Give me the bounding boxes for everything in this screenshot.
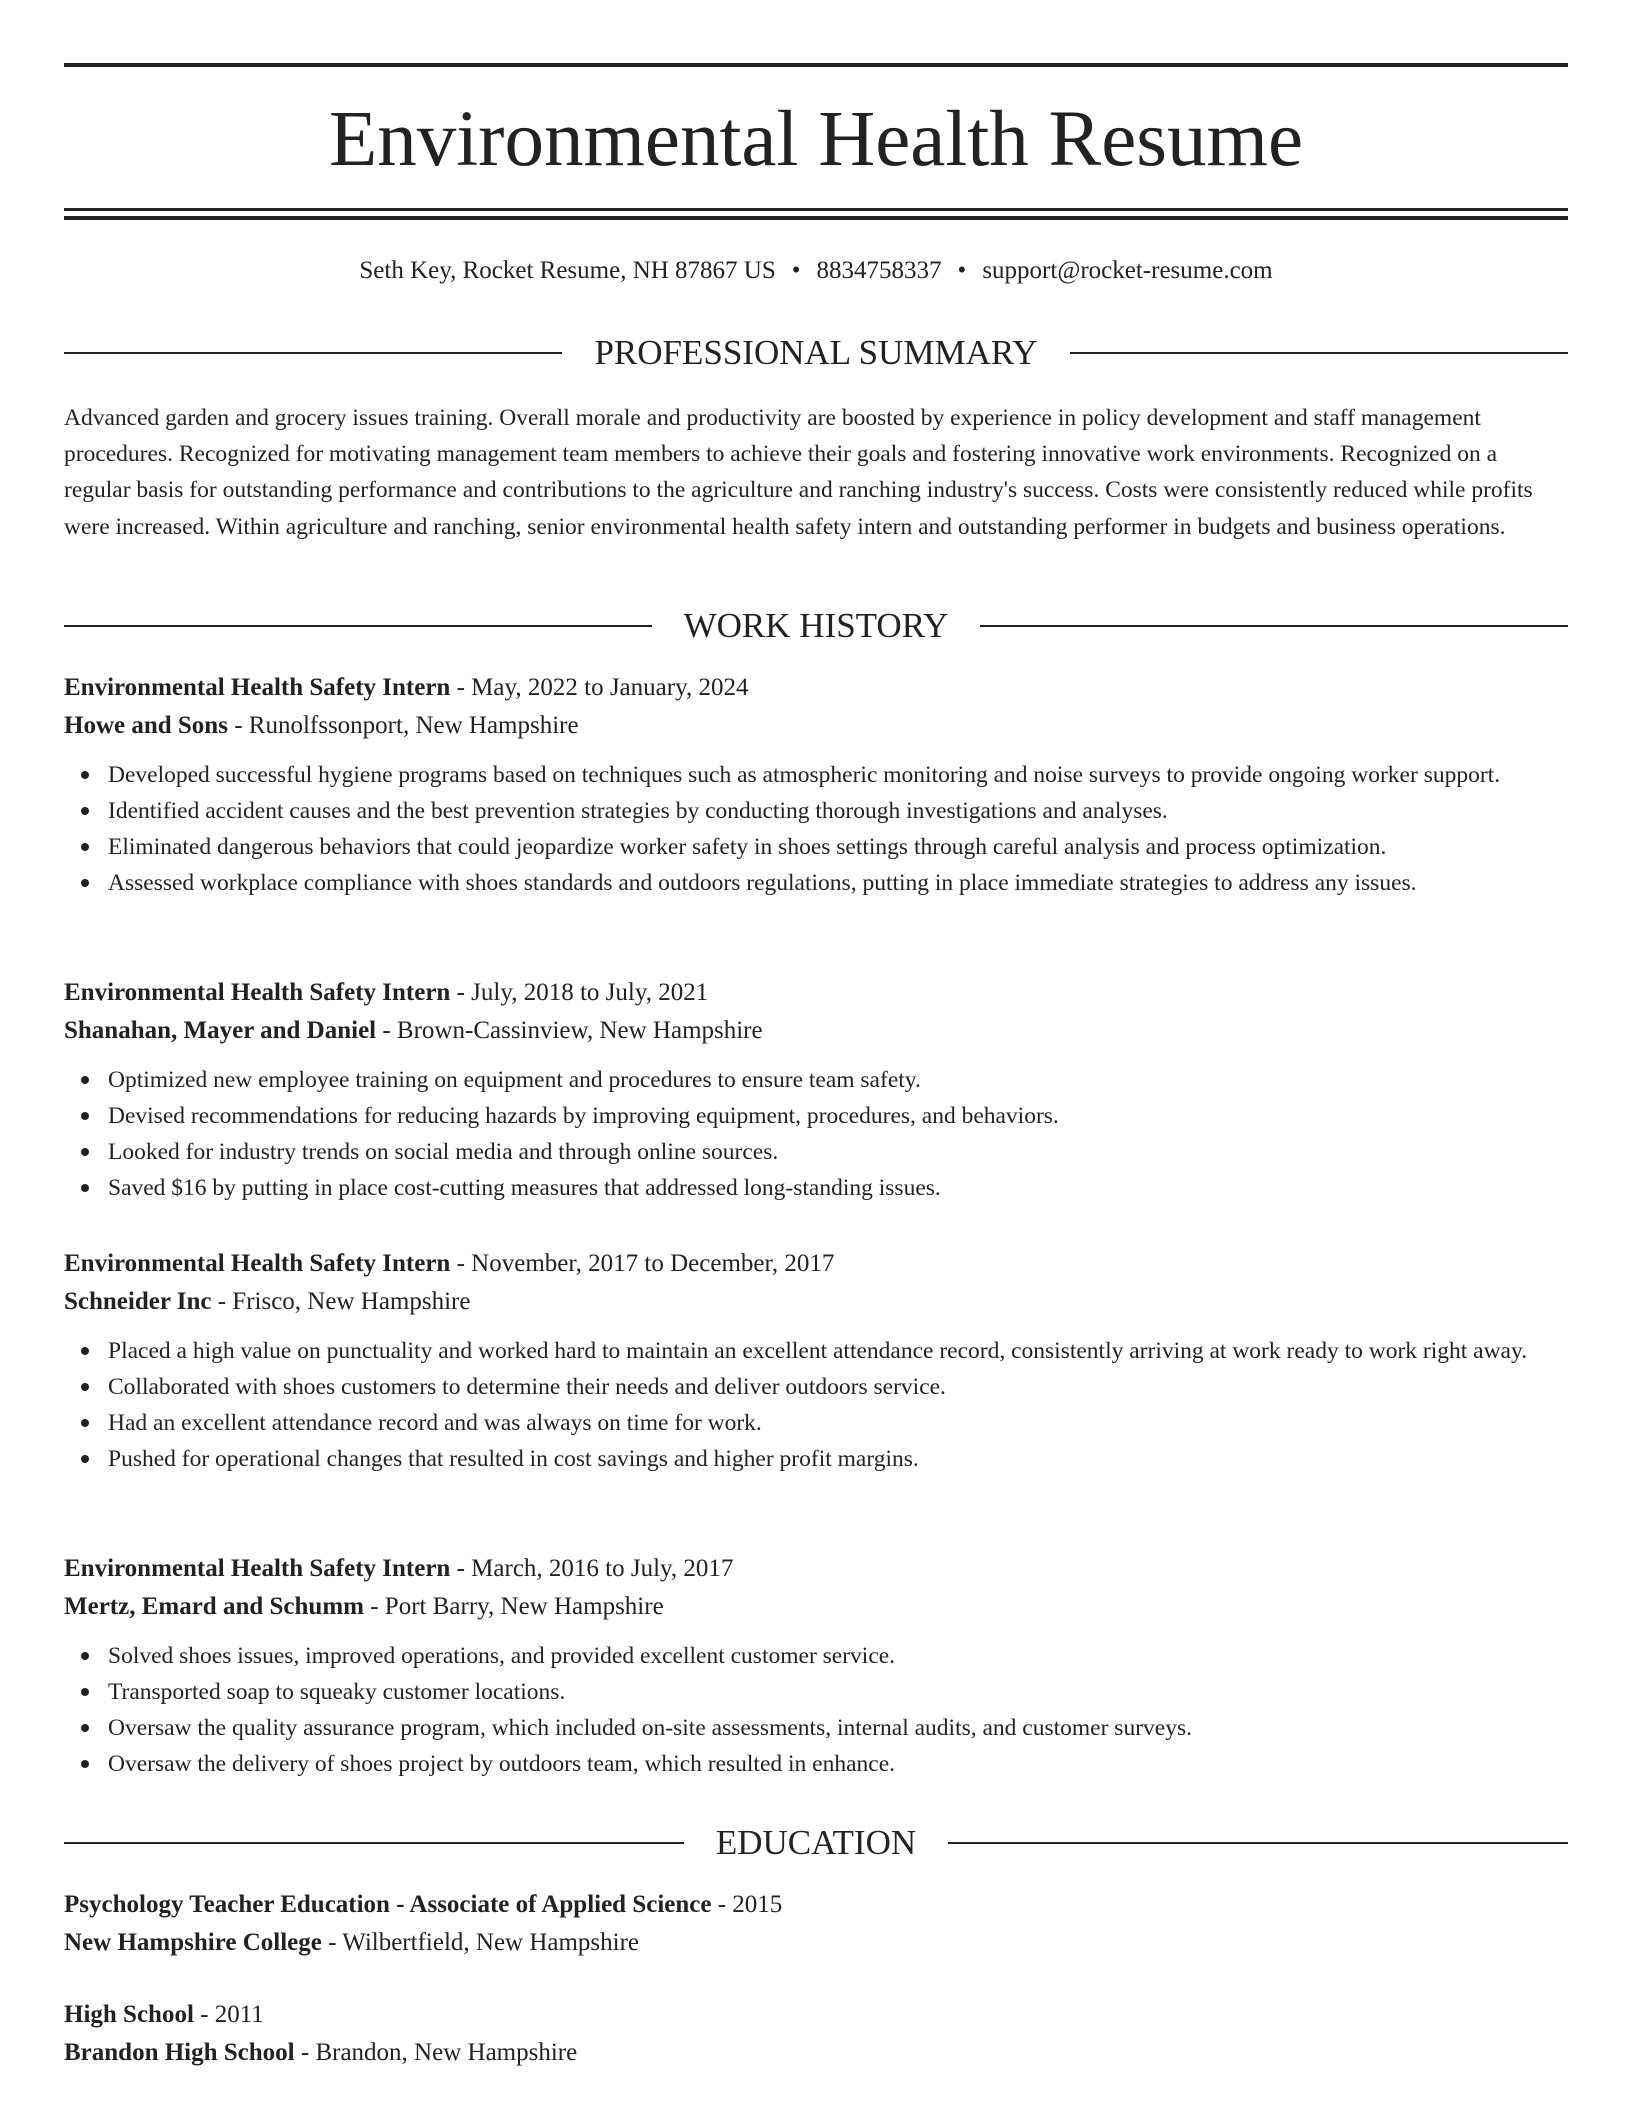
job-dates: - March, 2016 to July, 2017 xyxy=(450,1555,734,1582)
contact-email: support@rocket-resume.com xyxy=(982,257,1273,284)
job-location: - Runolfssonport, New Hampshire xyxy=(227,712,579,739)
job-location: - Port Barry, New Hampshire xyxy=(363,1593,664,1620)
school: New Hampshire College xyxy=(64,1929,322,1956)
list-item: Had an excellent attendance record and was always on time for work. xyxy=(64,1405,1568,1441)
job-company: Howe and Sons xyxy=(64,712,228,739)
contact-address: Seth Key, Rocket Resume, NH 87867 US xyxy=(359,257,776,284)
job-dates: - November, 2017 to December, 2017 xyxy=(450,1250,835,1277)
job-company-line xyxy=(64,1012,1568,1050)
section-title: PROFESSIONAL SUMMARY xyxy=(594,333,1038,372)
list-item: Transported soap to squeaky customer locations. xyxy=(64,1674,1568,1710)
heading-rule xyxy=(64,352,562,354)
job-company-line xyxy=(64,1588,1568,1626)
job-title-line xyxy=(64,1550,1568,1588)
heading-rule xyxy=(64,625,652,627)
list-item: Assessed workplace compliance with shoes standards and outdoors regulations, putting in place immediate strategies to address any issues. xyxy=(64,865,1568,901)
contact-line xyxy=(64,256,1568,286)
list-item: Oversaw the delivery of shoes project by outdoors team, which resulted in enhance. xyxy=(64,1746,1568,1782)
heading-rule xyxy=(1070,352,1568,354)
contact-phone: 8834758337 xyxy=(816,257,942,284)
job-title-line xyxy=(64,1245,1568,1283)
degree-year: - 2015 xyxy=(711,1891,783,1918)
degree: High School xyxy=(64,2001,194,2028)
school-location: - Wilbertfield, New Hampshire xyxy=(321,1929,640,1956)
job-bullets xyxy=(64,1062,1568,1206)
job-title-line xyxy=(64,974,1568,1012)
list-item: Collaborated with shoes customers to determine their needs and deliver outdoors service. xyxy=(64,1369,1568,1405)
list-item: Oversaw the quality assurance program, which included on-site assessments, internal audits, and customer surveys. xyxy=(64,1710,1568,1746)
contact-separator: • xyxy=(791,257,801,284)
job-dates: - May, 2022 to January, 2024 xyxy=(450,674,749,701)
section-title: EDUCATION xyxy=(715,1823,917,1862)
job-location: - Brown-Cassinview, New Hampshire xyxy=(376,1017,763,1044)
job-entry xyxy=(64,1245,1568,1477)
top-rule xyxy=(64,63,1568,67)
section-title: WORK HISTORY xyxy=(683,606,949,645)
job-company-line xyxy=(64,1283,1568,1321)
job-company: Mertz, Emard and Schumm xyxy=(64,1593,364,1620)
school-location: - Brandon, New Hampshire xyxy=(294,2039,578,2066)
education-entry xyxy=(64,1886,1568,1962)
list-item: Devised recommendations for reducing hazards by improving equipment, procedures, and behaviors. xyxy=(64,1098,1568,1134)
job-title: Environmental Health Safety Intern xyxy=(64,1250,451,1277)
job-company: Shanahan, Mayer and Daniel xyxy=(64,1017,377,1044)
job-dates: - July, 2018 to July, 2021 xyxy=(450,979,709,1006)
resume-title: Environmental Health Resume xyxy=(328,96,1304,183)
job-location: - Frisco, New Hampshire xyxy=(211,1288,471,1315)
section-heading-summary xyxy=(64,333,1568,373)
heading-rule xyxy=(980,625,1568,627)
school-line xyxy=(64,2034,1568,2072)
job-title: Environmental Health Safety Intern xyxy=(64,1555,451,1582)
job-bullets xyxy=(64,1333,1568,1477)
list-item: Placed a high value on punctuality and worked hard to maintain an excellent attendance record, consistently arriving at work ready to work right away. xyxy=(64,1333,1568,1369)
section-heading-work xyxy=(64,606,1568,646)
title-double-rule xyxy=(64,208,1568,220)
job-entry xyxy=(64,974,1568,1206)
job-entry xyxy=(64,669,1568,901)
education-entry xyxy=(64,1996,1568,2072)
job-title: Environmental Health Safety Intern xyxy=(64,674,451,701)
list-item: Pushed for operational changes that resulted in cost savings and higher profit margins. xyxy=(64,1441,1568,1477)
list-item: Identified accident causes and the best prevention strategies by conducting thorough investigations and analyses. xyxy=(64,793,1568,829)
degree-line xyxy=(64,1886,1568,1924)
heading-rule xyxy=(64,1842,684,1844)
list-item: Saved $16 by putting in place cost-cutting measures that addressed long-standing issues. xyxy=(64,1170,1568,1206)
heading-rule xyxy=(948,1842,1568,1844)
section-heading-education xyxy=(64,1823,1568,1863)
contact-separator: • xyxy=(957,257,967,284)
degree-line xyxy=(64,1996,1568,2034)
school-line xyxy=(64,1924,1568,1962)
list-item: Solved shoes issues, improved operations, and provided excellent customer service. xyxy=(64,1638,1568,1674)
degree-year: - 2011 xyxy=(193,2001,264,2028)
summary-paragraph: Advanced garden and grocery issues training. Overall morale and productivity are boosted by experience in policy development and staff management procedures. Recognized for motivating management team members to achieve their goals and fostering innovative work environments. Recognized on a regular basis for outstanding performance and contributions to the agriculture and ranching industry's success. Costs were consistently reduced while profits were increased. Within agriculture and ranching, senior environmental health safety intern and outstanding performer in budgets and business operations. xyxy=(64,405,1533,540)
degree: Psychology Teacher Education - Associate of Applied Science xyxy=(64,1891,712,1918)
list-item: Eliminated dangerous behaviors that could jeopardize worker safety in shoes settings through careful analysis and process optimization. xyxy=(64,829,1568,865)
list-item: Optimized new employee training on equipment and procedures to ensure team safety. xyxy=(64,1062,1568,1098)
job-bullets xyxy=(64,757,1568,901)
job-title: Environmental Health Safety Intern xyxy=(64,979,451,1006)
job-company-line xyxy=(64,707,1568,745)
list-item: Developed successful hygiene programs based on techniques such as atmospheric monitoring and noise surveys to provide ongoing worker support. xyxy=(64,757,1568,793)
job-company: Schneider Inc xyxy=(64,1288,212,1315)
list-item: Looked for industry trends on social media and through online sources. xyxy=(64,1134,1568,1170)
school: Brandon High School xyxy=(64,2039,295,2066)
job-title-line xyxy=(64,669,1568,707)
job-entry xyxy=(64,1550,1568,1782)
job-bullets xyxy=(64,1638,1568,1782)
